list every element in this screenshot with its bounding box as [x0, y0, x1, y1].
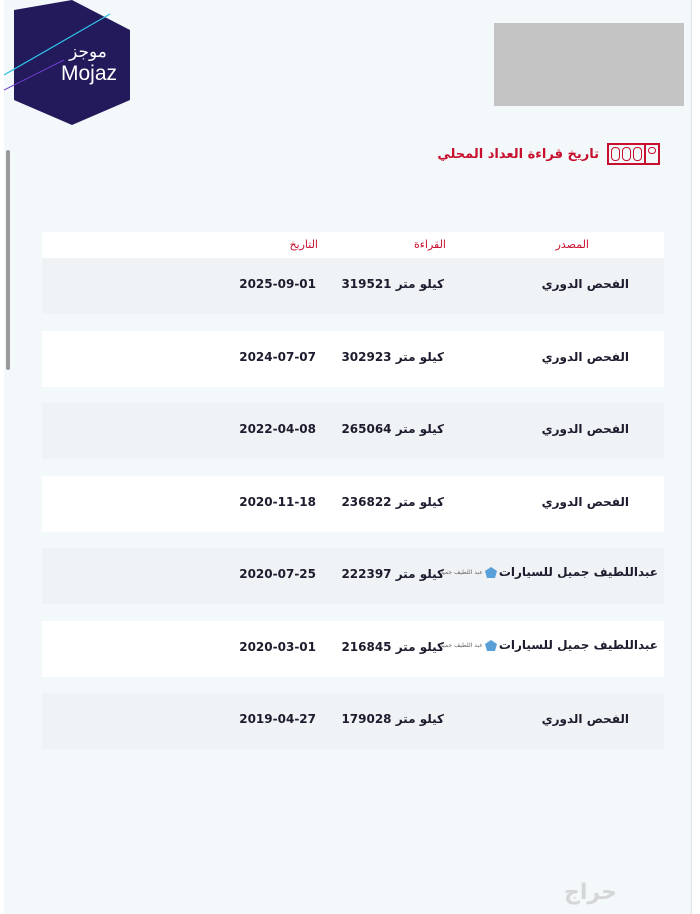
cell-date: 2025-09-01: [239, 277, 316, 291]
table-header: [42, 232, 664, 258]
table-row: [42, 621, 664, 677]
cell-source: الفحص الدوري: [541, 495, 629, 509]
dealer-name: عبداللطيف جميل للسيارات: [498, 638, 658, 652]
dealer-logo-icon: [485, 567, 497, 578]
dealer-logo: [439, 567, 497, 578]
cell-date: 2020-07-25: [239, 567, 316, 581]
section-title: تاريخ قراءة العداد المحلي: [437, 146, 599, 162]
section-header: [437, 142, 660, 166]
table-row: [42, 476, 664, 532]
cell-source: الفحص الدوري: [541, 277, 629, 291]
cell-date: 2022-04-08: [239, 422, 316, 436]
cell-reading: 319521 كيلو متر: [341, 277, 444, 291]
mojaz-logo: [4, 0, 144, 130]
cell-reading: 236822 كيلو متر: [341, 495, 444, 509]
page-edge: [691, 0, 700, 914]
column-header-source: المصدر: [555, 238, 589, 251]
redacted-image: [494, 23, 684, 106]
cell-reading: 265064 كيلو متر: [341, 422, 444, 436]
cell-reading: 302923 كيلو متر: [341, 350, 444, 364]
cell-date: 2024-07-07: [239, 350, 316, 364]
watermark: حراج: [564, 880, 617, 905]
cell-date: 2020-11-18: [239, 495, 316, 509]
report-page: [4, 0, 700, 914]
scrollbar-thumb[interactable]: [6, 150, 10, 370]
column-header-date: التاريخ: [289, 238, 318, 251]
cell-date: 2020-03-01: [239, 640, 316, 654]
cell-source: الفحص الدوري: [541, 350, 629, 364]
logo-arabic-text: موجز: [69, 42, 107, 62]
dealer-logo-text: عبد اللطيف جميل: [438, 641, 483, 649]
cell-source: [439, 565, 659, 579]
cell-source: [439, 638, 659, 652]
dealer-logo: [439, 640, 497, 651]
cell-source: الفحص الدوري: [541, 712, 629, 726]
cell-reading: 222397 كيلو متر: [341, 567, 444, 581]
table-row: [42, 693, 664, 749]
table-row: [42, 331, 664, 387]
cell-reading: 179028 كيلو متر: [341, 712, 444, 726]
dealer-logo-text: عبد اللطيف جميل: [438, 568, 483, 576]
column-header-reading: القراءة: [413, 238, 446, 251]
dealer-logo-icon: [485, 640, 497, 651]
dealer-name: عبداللطيف جميل للسيارات: [498, 565, 658, 579]
odometer-icon: [607, 143, 660, 165]
table-row: [42, 548, 664, 604]
cell-reading: 216845 كيلو متر: [341, 640, 444, 654]
logo-english-text: Mojaz: [60, 62, 118, 85]
table-row: [42, 258, 664, 314]
cell-source: الفحص الدوري: [541, 422, 629, 436]
cell-date: 2019-04-27: [239, 712, 316, 726]
table-row: [42, 403, 664, 459]
